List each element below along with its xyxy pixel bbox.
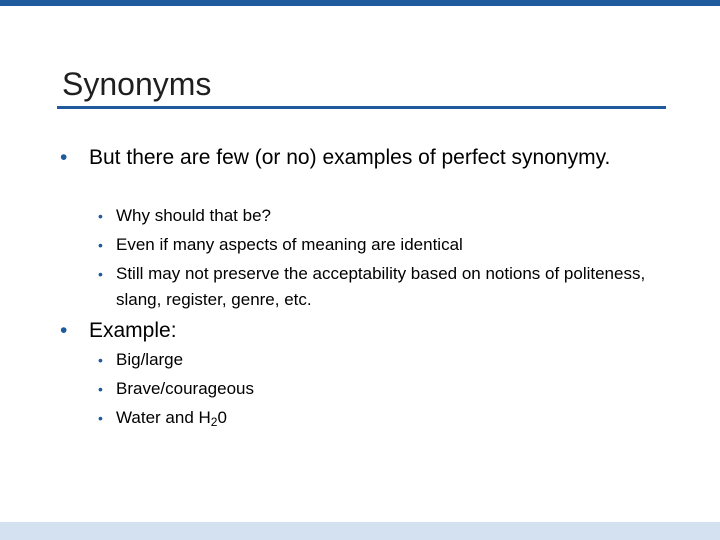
sub-bullet-item [98,376,658,402]
sub-bullet-marker: • [98,410,103,426]
sub-bullet-text: Brave/courageous [116,379,254,398]
water-prefix: Water and H [116,408,211,427]
sub-bullet-marker: • [98,208,103,224]
title-underline [57,106,666,109]
sub-bullet-text: Big/large [116,350,184,369]
sub-bullet-item [98,347,658,373]
slide-title: Synonyms [62,66,212,102]
sub-bullet-text: Still may not preserve the acceptability based on notions of politeness, slang, register, genre, etc. [116,264,646,309]
sub-bullet-item [98,232,658,258]
top-accent-bar [0,0,720,6]
water-subscript: 2 [210,415,218,429]
sub-bullet-text: Even if many aspects of meaning are identical [116,235,463,254]
sub-bullet-marker: • [98,237,103,253]
bullet-text: Example: [89,319,177,342]
water-suffix: 0 [217,408,227,427]
bottom-footer-bar [0,522,720,540]
sub-bullet-item [98,261,658,313]
sub-bullet-marker: • [98,266,103,282]
bullet-marker: • [60,319,68,342]
sub-bullet-item [98,203,658,229]
sub-bullet-marker: • [98,352,103,368]
bullet-item [60,316,620,345]
sub-bullet-text-water [116,405,658,431]
sub-bullet-item [98,405,658,431]
bullet-item [60,143,620,172]
sub-bullet-marker: • [98,381,103,397]
bullet-marker: • [60,146,68,169]
bullet-text: But there are few (or no) examples of perfect synonymy. [89,146,611,169]
sub-bullet-text: Why should that be? [116,206,271,225]
